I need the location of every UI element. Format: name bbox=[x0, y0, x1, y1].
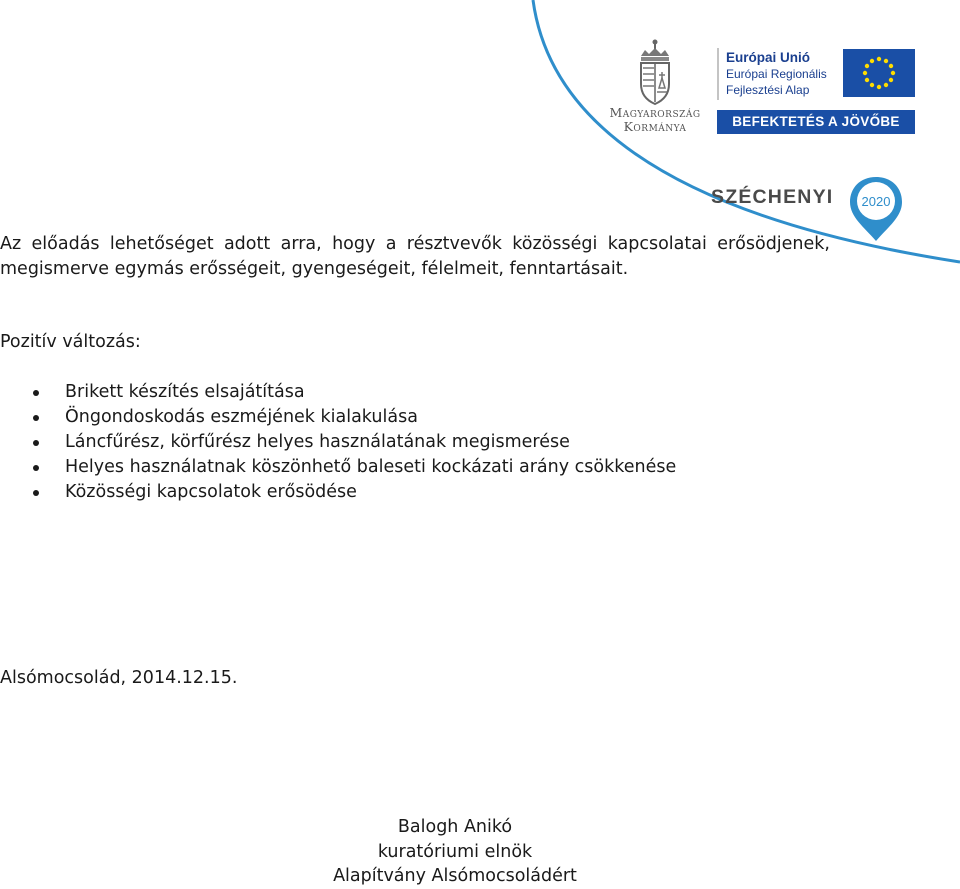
eu-divider bbox=[717, 48, 719, 100]
list-item: Láncfűrész, körfűrész helyes használatának megismerése bbox=[0, 430, 676, 455]
eu-fund-line2: Fejlesztési Alap bbox=[726, 83, 810, 97]
szechenyi-year: 2020 bbox=[861, 194, 891, 209]
signer-name: Balogh Anikó bbox=[397, 817, 513, 837]
positive-change-list bbox=[0, 380, 676, 505]
signature-block bbox=[300, 815, 610, 889]
list-item: Közösségi kapcsolatok erősödése bbox=[0, 480, 676, 505]
hungary-logo-line2: Kormánya bbox=[623, 119, 687, 134]
szechenyi-pin-icon bbox=[846, 175, 906, 243]
signer-organization: Alapítvány Alsómocsoládért bbox=[333, 866, 577, 886]
hungary-logo-line1: Magyarország bbox=[609, 105, 701, 120]
eu-text-block bbox=[726, 50, 827, 98]
positive-change-heading: Pozitív változás: bbox=[0, 332, 141, 352]
eu-flag-icon bbox=[843, 49, 915, 97]
eu-fund-line1: Európai Regionális bbox=[726, 67, 827, 81]
date-line: Alsómocsolád, 2014.12.15. bbox=[0, 668, 238, 688]
signer-role: kuratóriumi elnök bbox=[377, 841, 533, 862]
hungary-government-logo bbox=[600, 38, 710, 138]
invest-future-banner: BEFEKTETÉS A JÖVŐBE bbox=[717, 110, 915, 134]
szechenyi-wordmark: SZÉCHENYI bbox=[711, 186, 834, 208]
intro-paragraph: Az előadás lehetőséget adott arra, hogy a résztvevők közösségi kapcsolatai erősödjenek, megismerve egymás erősségeit, gyengeségeit, félelmeit, fenntartásait. bbox=[0, 234, 830, 279]
list-item: Helyes használatnak köszönhető baleseti kockázati arány csökkenése bbox=[0, 455, 676, 480]
list-item: Brikett készítés elsajátítása bbox=[0, 380, 676, 405]
list-item: Öngondoskodás eszméjének kialakulása bbox=[0, 405, 676, 430]
eu-title: Európai Unió bbox=[726, 50, 810, 65]
coat-of-arms-icon bbox=[635, 38, 675, 106]
